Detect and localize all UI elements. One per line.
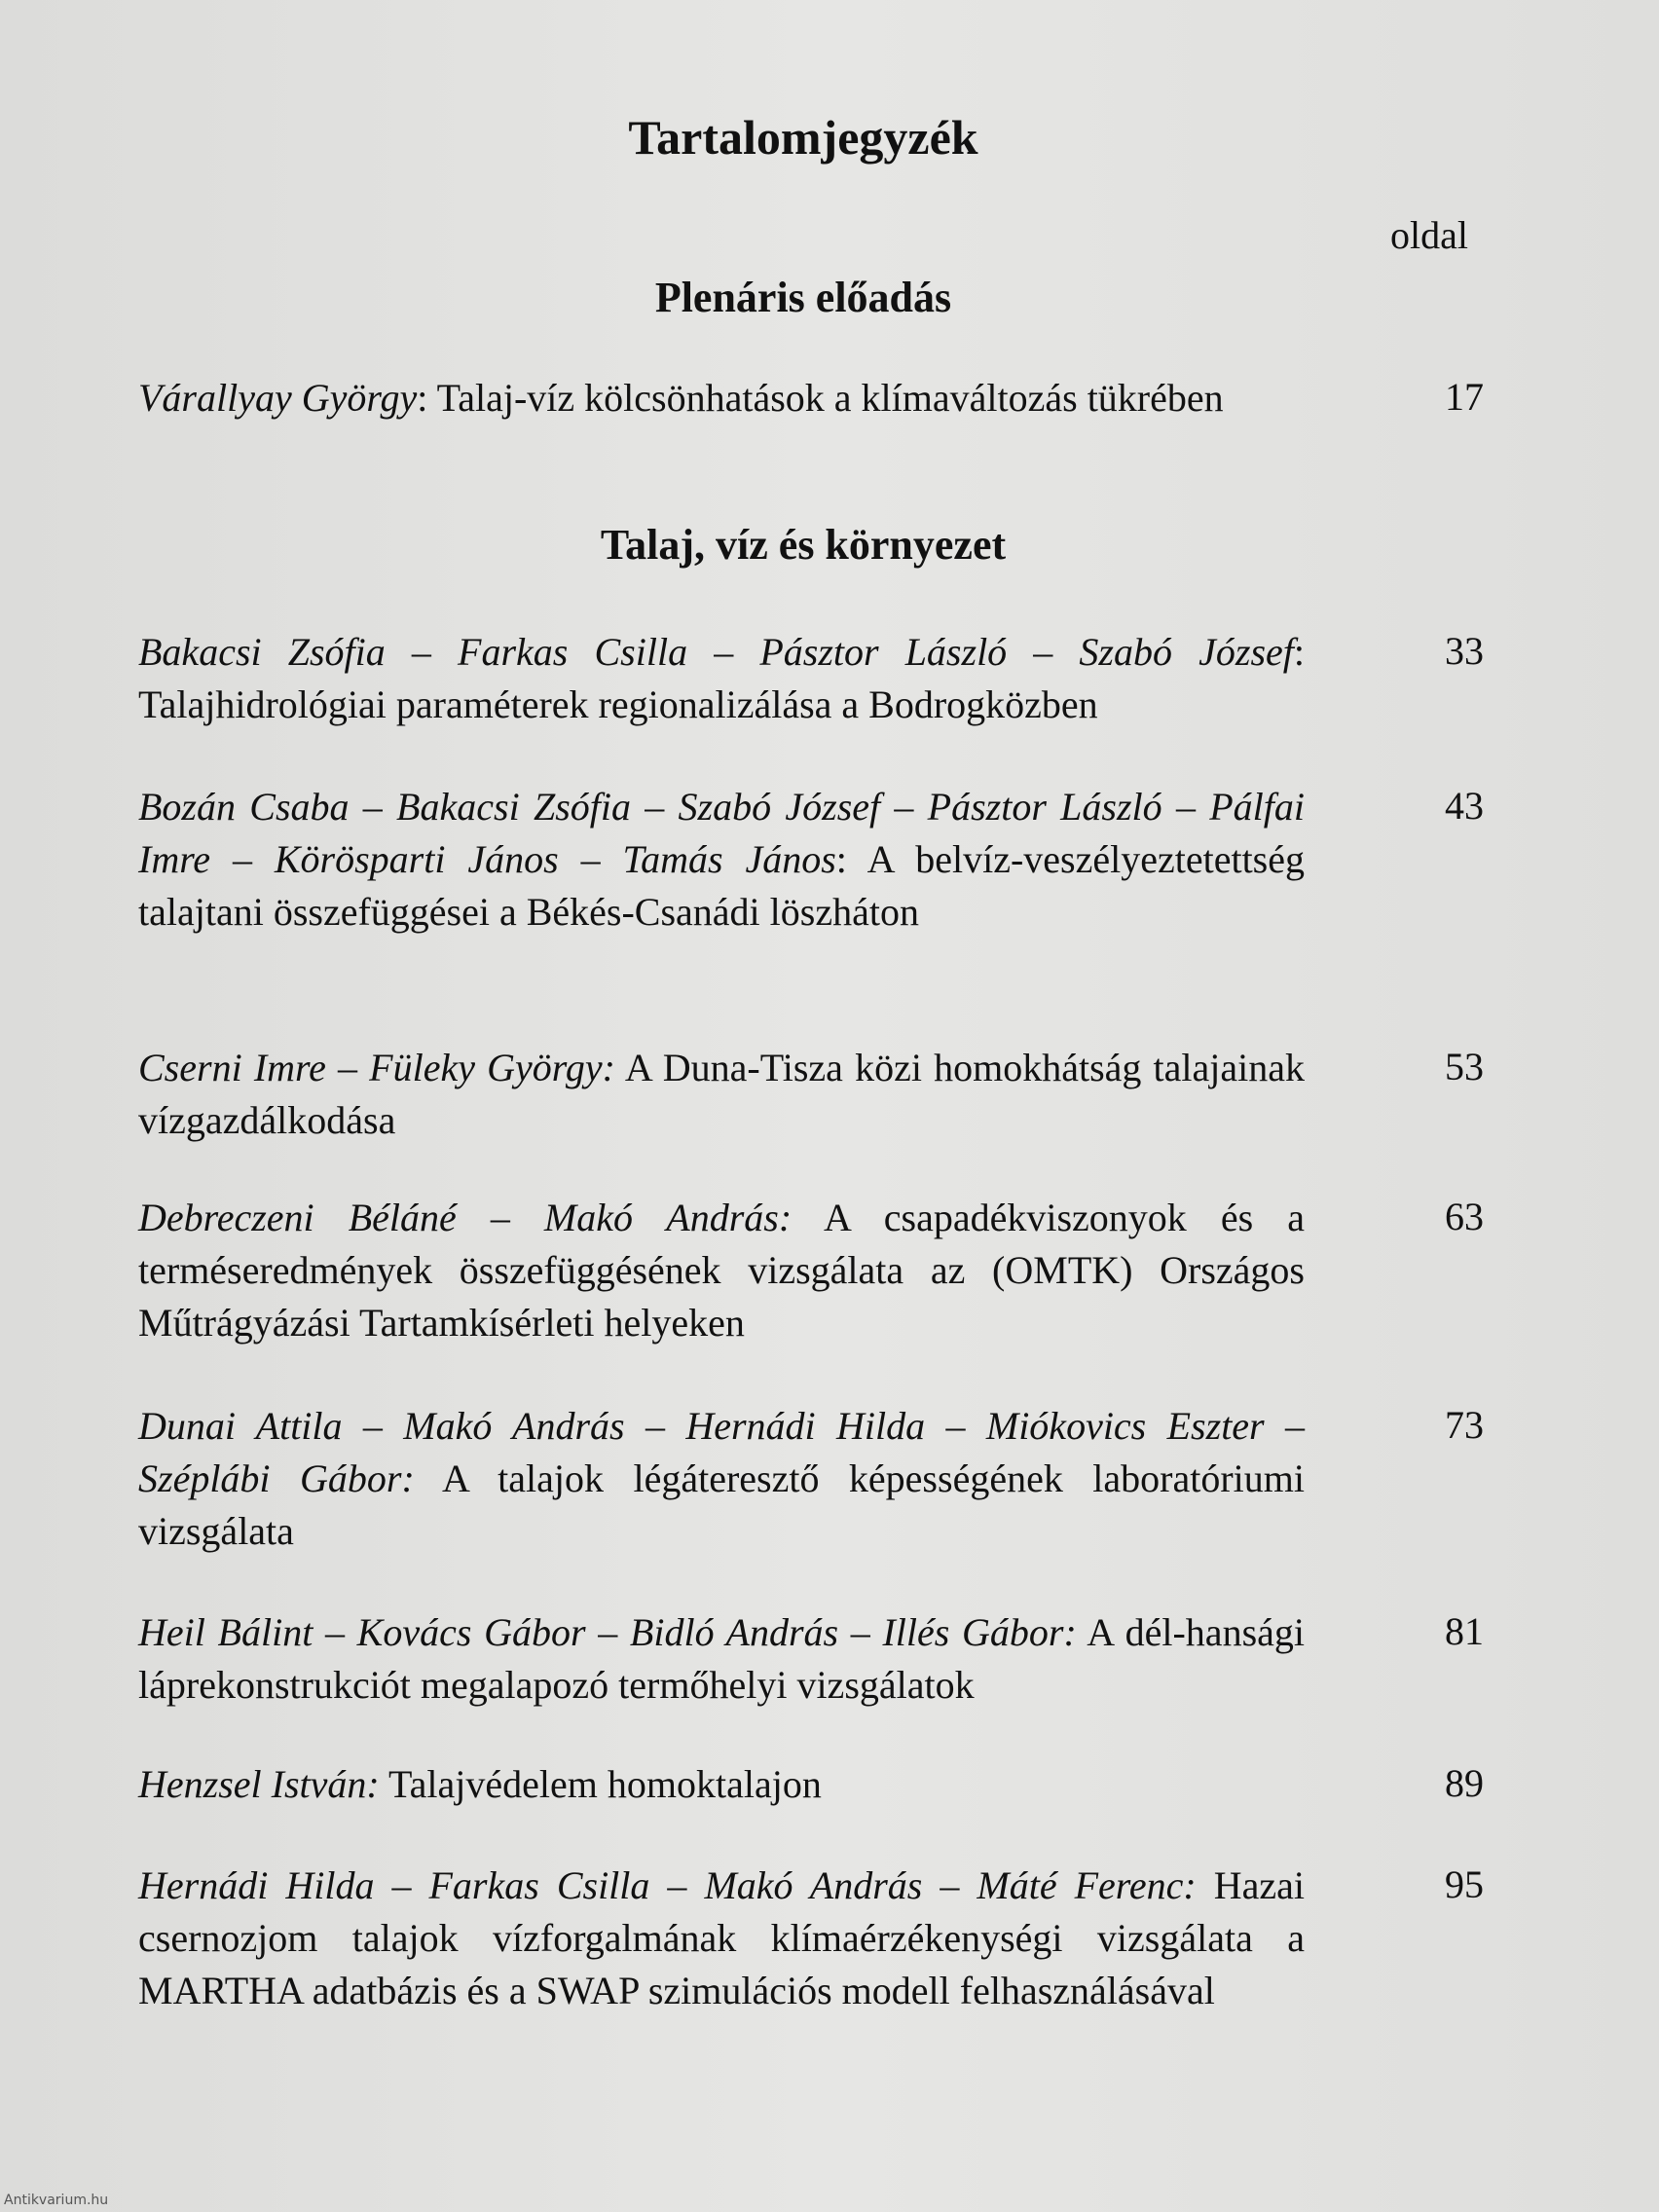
entry-page-number: 33 — [1445, 629, 1484, 673]
toc-entry — [138, 1192, 1305, 1349]
entry-page-number: 17 — [1445, 375, 1484, 419]
entry-authors: Várallyay György — [138, 376, 418, 420]
entry-text: Bakacsi Zsófia – Farkas Csilla – Pásztor László – Szabó József: Talajhidrológiai paraméterek regionalizálása a Bodrogközben — [138, 630, 1305, 726]
entry-page-number: 53 — [1445, 1045, 1484, 1088]
page-column-label: oldal — [1390, 213, 1468, 257]
section-heading: Plenáris előadás — [654, 274, 952, 321]
entry-page-number: 89 — [1445, 1761, 1484, 1805]
entry-text — [138, 1192, 1305, 1349]
toc-entry — [138, 1042, 1305, 1147]
entry-authors: Bakacsi Zsófia – Farkas Csilla – Pásztor László – Szabó József — [138, 630, 1294, 674]
entry-text — [138, 1860, 1305, 2017]
page-title: Tartalomjegyzék — [628, 110, 978, 165]
toc-entry — [138, 626, 1305, 731]
entry-title: Hazai csernozjom talajok vízforgalmának klímaérzékenységi vizsgálata a MARTHA adatbázis és a SWAP szimulációs modell felhasználásával — [138, 1863, 1306, 2012]
entry-title: A belvíz-veszélyeztetettség talajtani összefüggései a Békés-Csanádi löszháton — [138, 837, 1306, 934]
toc-entry — [138, 1860, 1305, 2017]
toc-entry — [138, 1606, 1305, 1712]
entry-page-number: 73 — [1445, 1403, 1484, 1447]
entry-authors: Debreczeni Béláné – Makó András: — [138, 1196, 793, 1239]
entry-title: A dél-hansági láprekonstrukciót megalapozó termőhelyi vizsgálatok — [138, 1610, 1305, 1707]
entry-title: A Duna-Tisza közi homokhátság talajainak vízgazdálkodása — [138, 1046, 1306, 1142]
entry-authors: Heil Bálint – Kovács Gábor – Bidló András – Illés Gábor: — [138, 1610, 1077, 1654]
entry-authors: Hernádi Hilda – Farkas Csilla – Makó András – Máté Ferenc: — [138, 1863, 1197, 1907]
toc-entry — [138, 1400, 1305, 1558]
toc-entry — [138, 781, 1305, 939]
entry-title: Talajvédelem homoktalajon — [388, 1762, 822, 1806]
entry-text — [138, 1400, 1305, 1558]
entry-text — [138, 1606, 1305, 1712]
toc-entry — [138, 1758, 1305, 1811]
entry-authors: Dunai Attila – Makó András – Hernádi Hilda – Miókovics Eszter – Széplábi Gábor: — [138, 1404, 1305, 1500]
entry-page-number: 43 — [1445, 784, 1484, 828]
entry-title: A talajok légáteresztő képességének laboratóriumi vizsgálata — [138, 1456, 1305, 1553]
entry-title: A csapadékviszonyok és a terméseredmények összefüggésének vizsgálata az (OMTK) Országos Műtrágyázási Tartamkísérleti helyeken — [138, 1196, 1305, 1345]
entry-authors: Cserni Imre – Füleky György: — [138, 1046, 615, 1089]
entry-title: Talaj-víz kölcsönhatások a klímaváltozás tükrében — [436, 376, 1224, 420]
watermark: Antikvarium.hu — [4, 2193, 109, 2208]
entry-text — [138, 1042, 1305, 1147]
entry-page-number: 95 — [1445, 1862, 1484, 1906]
entry-text — [138, 1758, 1305, 1811]
toc-entry — [138, 372, 1305, 424]
entry-authors: Henzsel István: — [138, 1762, 380, 1806]
entry-text: Várallyay György: Talaj-víz kölcsönhatások a klímaváltozás tükrében — [138, 376, 1224, 420]
entry-text: Bozán Csaba – Bakacsi Zsófia – Szabó József – Pásztor László – Pálfai Imre – Körösparti János – Tamás János: A belvíz-veszélyeztetettség talajtani összefüggései a Békés-Csanádi löszháton — [138, 785, 1306, 934]
entry-title: Talajhidrológiai paraméterek regionalizálása a Bodrogközben — [138, 682, 1098, 726]
entry-authors: Bozán Csaba – Bakacsi Zsófia – Szabó József – Pásztor László – Pálfai Imre – Körösparti János – Tamás János — [138, 785, 1305, 881]
entry-page-number: 81 — [1445, 1609, 1484, 1653]
entry-page-number: 63 — [1445, 1195, 1484, 1238]
section-heading: Talaj, víz és környezet — [600, 521, 1007, 569]
